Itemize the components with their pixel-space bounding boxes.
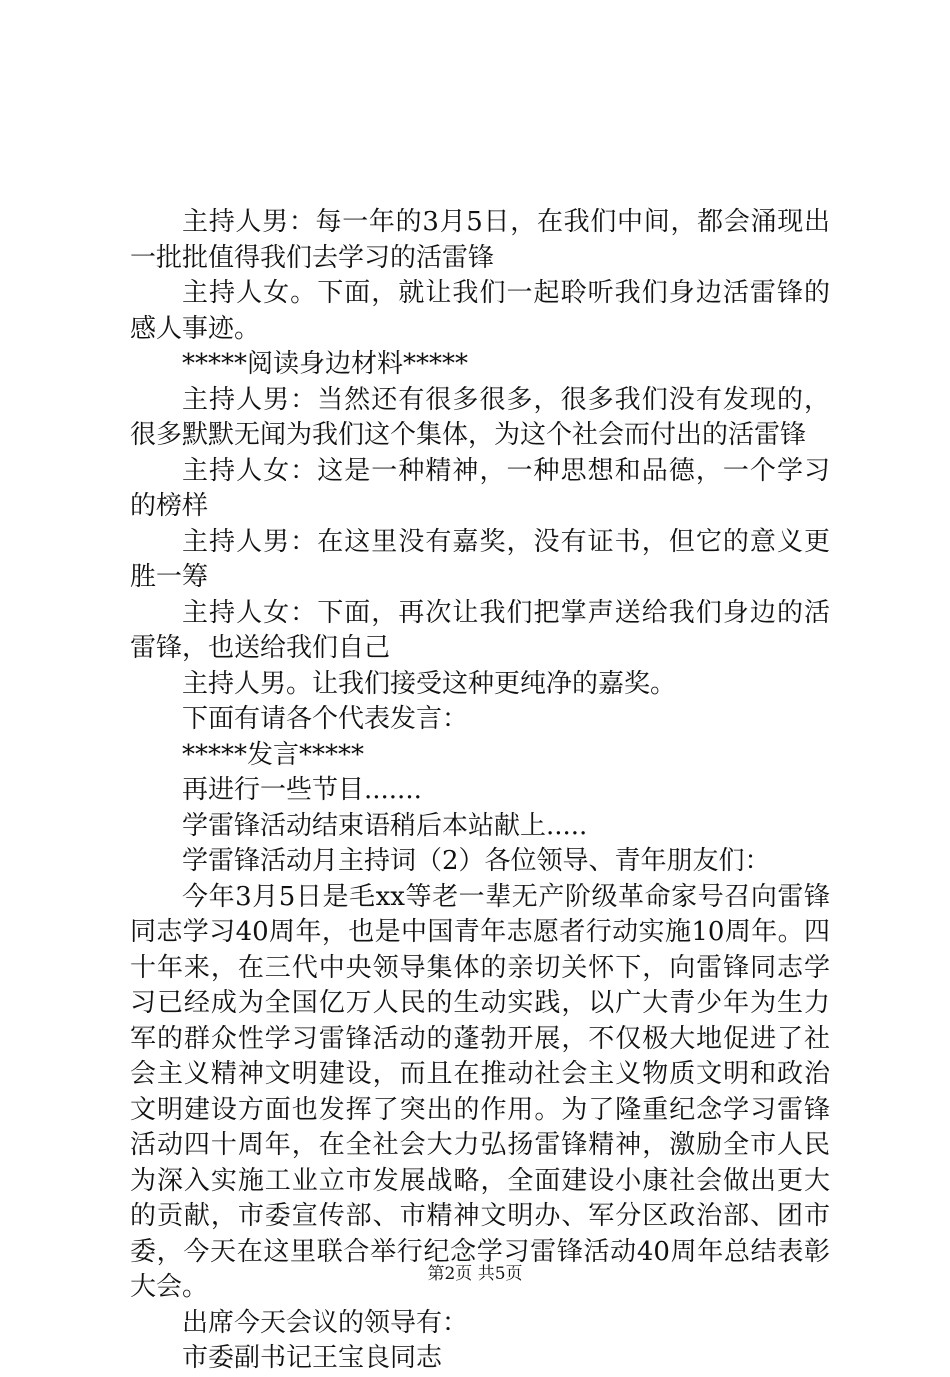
paragraph-programs: 再进行一些节目....... xyxy=(182,775,422,805)
paragraph-main-speech: 今年3月5日是毛xx等老一辈无产阶级革命家号召向雷锋同志学习40周年，也是中国青年志愿者行动实施10周年。四十年来，在三代中央领导集体的亲切关怀下，向雷锋同志学习已经成为全国亿万人民的生动实践，以广大青少年为生力军的群众性学习雷锋活动的蓬勃开展，不仅极大地促进了社会主义精神文明建设，而且在推动社会主义物质文明和政治文明建设方面也发挥了突出的作用。为了隆重纪念学习雷锋活动四十周年，在全社会大力弘扬雷锋精神，激励全市人民为深入实施工业立市发展战略，全面建设小康社会做出更大的贡献，市委宣传部、市精神文明办、军分区政治部、团市委，今天在这里联合举行纪念学习雷锋活动40周年总结表彰大会。 xyxy=(130,881,830,1302)
paragraph-leader-name: 市委副书记王宝良同志 xyxy=(182,1343,443,1373)
paragraph-representatives: 下面有请各个代表发言： xyxy=(182,704,469,734)
paragraph-host-male-no-award: 主持人男：在这里没有嘉奖，没有证书，但它的意义更胜一筹 xyxy=(130,526,830,592)
paragraph-host-female-applause: 主持人女：下面，再次让我们把掌声送给我们身边的活雷锋，也送给我们自己 xyxy=(130,597,830,663)
paragraph-closing-note: 学雷锋活动结束语稍后本站献上..... xyxy=(182,810,588,841)
paragraph-host-male-many: 主持人男：当然还有很多很多，很多我们没有发现的，很多默默无闻为我们这个集体，为这个社会而付出的活雷锋 xyxy=(130,384,830,450)
paragraph-host-male-intro: 主持人男：每一年的3月5日，在我们中间，都会涌现出一批批值得我们去学习的活雷锋 xyxy=(130,207,830,273)
paragraph-section-heading: 学雷锋活动月主持词（2）各位领导、青年朋友们： xyxy=(182,846,771,876)
document-body xyxy=(130,205,830,1377)
paragraph-host-female-spirit: 主持人女：这是一种精神，一种思想和品德，一个学习的榜样 xyxy=(130,455,830,521)
paragraph-speech: *****发言***** xyxy=(182,739,365,770)
paragraph-host-female-listen: 主持人女。下面，就让我们一起聆听我们身边活雷锋的感人事迹。 xyxy=(130,278,830,344)
paragraph-host-male-accept: 主持人男。让我们接受这种更纯净的嘉奖。 xyxy=(182,668,677,699)
paragraph-leaders-present: 出席今天会议的领导有： xyxy=(182,1307,469,1338)
page-footer xyxy=(0,1263,950,1285)
page-indicator: 第2页 共5页 xyxy=(427,1264,523,1284)
paragraph-read-materials: *****阅读身边材料***** xyxy=(182,349,469,379)
